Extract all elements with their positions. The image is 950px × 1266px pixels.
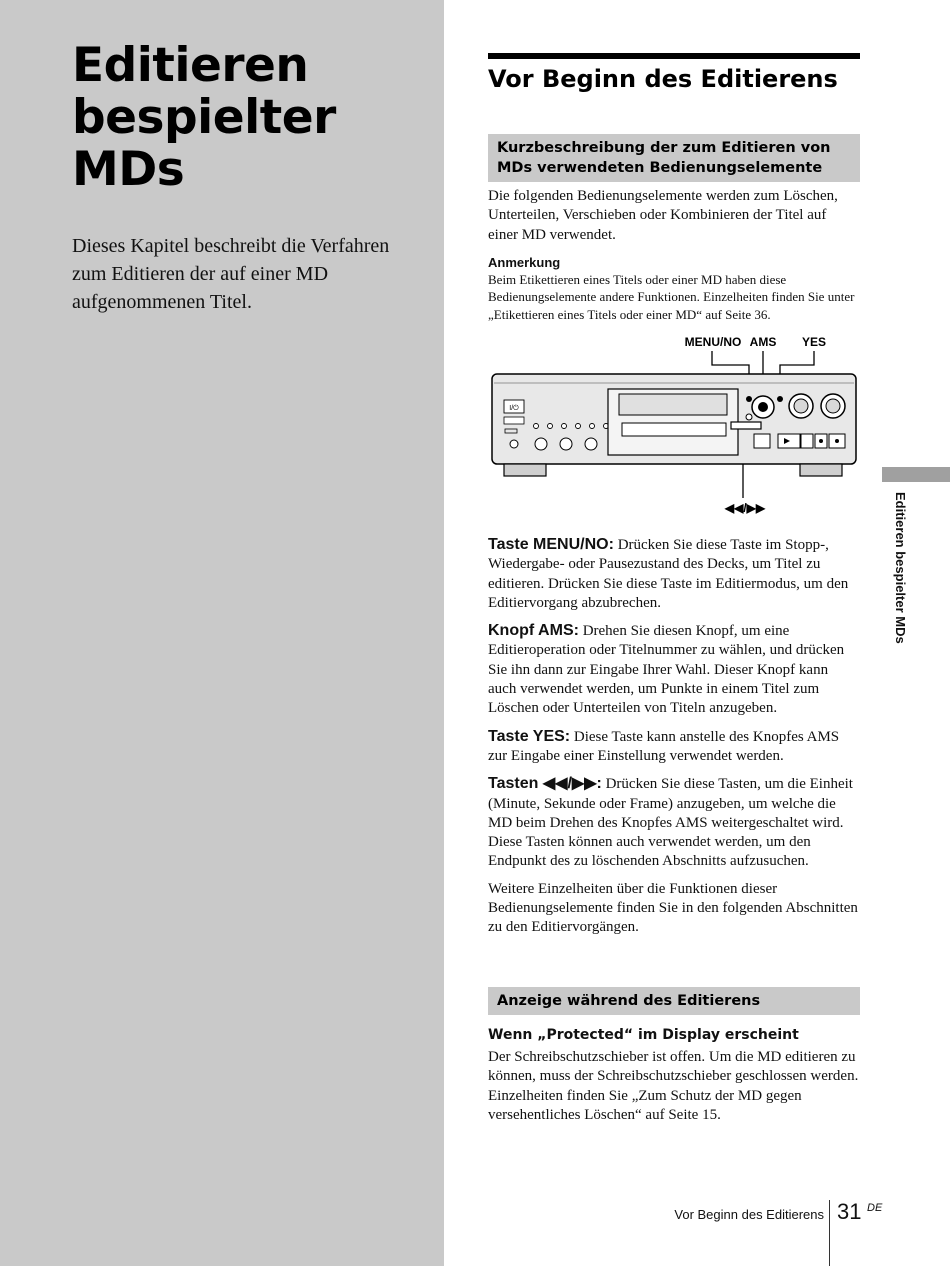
label-ams: AMS [749, 335, 777, 349]
protected-heading: Wenn „Protected“ im Display erscheint [488, 1027, 799, 1043]
control-term: Tasten ◀◀/▶▶: [488, 775, 602, 793]
chapter-title-line-1: Editieren [72, 38, 309, 93]
more-info: Weitere Einzelheiten über die Funktionen dieser Bedienungselemente finden Sie in den folgenden Abschnitten zu den Editiervorgängen. [488, 880, 858, 936]
control-text: Drücken Sie diese Tasten, um die Einheit (Minute, Sekunde oder Frame) anzugeben, um welche die MD beim Drehen des Knopfes AMS weitergeschaltet wird. Diese Tasten können auch verwendet werden, um den Endpunkt des zu löschenden Abschnitts aufzusuchen. [488, 776, 853, 870]
control-term: Taste YES: [488, 727, 571, 745]
deck-diagram [488, 330, 860, 520]
page-number: 31 [837, 1199, 862, 1224]
control-text: Diese Taste kann anstelle des Knopfes AMS zur Eingabe einer Einstellung verwendet werden. [488, 728, 840, 764]
chapter-title-line-2: bespielter [72, 90, 336, 145]
control-term: Knopf AMS: [488, 622, 579, 640]
section-intro: Die folgenden Bedienungselemente werden zum Löschen, Unterteilen, Verschieben oder Kombinieren der Titel auf einer MD verwendet. [488, 188, 838, 243]
control-yes [488, 727, 860, 767]
control-term: Taste MENU/NO: [488, 536, 614, 553]
side-tab-label: Editieren bespielter MDs [893, 492, 908, 644]
front-knobs [535, 438, 597, 450]
disc-slot [622, 423, 726, 436]
section-title: Vor Beginn des Editierens [488, 65, 838, 93]
control-skip [488, 774, 860, 871]
chapter-intro: Dieses Kapitel beschreibt die Verfahren zum Editieren der auf einer MD aufgenommenen Titel. [72, 235, 390, 313]
control-ams [488, 621, 860, 718]
svg-text:I/⏻: I/⏻ [509, 405, 519, 412]
side-tab-marker [882, 467, 950, 482]
note-text: Beim Etikettieren eines Titels oder einer MD haben diese Bedienungselemente andere Funktionen. Einzelheiten finden Sie unter „Etikettieren eines Titels oder einer MD“ auf Seite 36. [488, 272, 855, 322]
transport-buttons [754, 434, 845, 448]
display-screen [619, 394, 727, 415]
label-yes: YES [801, 335, 827, 349]
deck-foot-right [800, 464, 842, 476]
controls-list [488, 535, 860, 946]
subhead-display: Anzeige während des Editierens [488, 987, 860, 1015]
deck-foot-left [504, 464, 546, 476]
control-text: Drehen Sie diesen Knopf, um eine Editieroperation oder Titelnummer zu wählen, und drücken Sie ihn dann zur Eingabe Ihrer Wahl. Dieser Knopf kann auch verwendet werden, um Punkte in einem Titel zum Löschen oder Unterteilen von Titeln anzugeben. [488, 623, 845, 717]
section-rule [488, 53, 860, 59]
page-suffix: DE [867, 1202, 883, 1214]
label-skip: ◀◀/▶▶ [724, 501, 766, 515]
skip-buttons [731, 422, 761, 429]
footer-divider [829, 1200, 830, 1266]
note-heading: Anmerkung [488, 255, 561, 270]
menu-no-button [746, 396, 752, 402]
chapter-title-line-3: MDs [72, 142, 185, 197]
label-menu-no: MENU/NO [684, 335, 742, 349]
control-menu-no [488, 535, 860, 613]
chapter-title [72, 40, 412, 196]
control-text: Drücken Sie diese Taste im Stopp-, Wiedergabe- oder Pausezustand des Decks, um Titel zu editieren. Drücken Sie diese Taste im Editiermodus, um den Editiervorgang abzubrechen. [488, 537, 849, 611]
yes-button [777, 396, 783, 402]
subhead-controls: Kurzbeschreibung der zum Editieren von MDs verwendeten Bedienungselemente [488, 134, 860, 182]
protected-text: Der Schreibschutzschieber ist offen. Um die MD editieren zu können, muss der Schreibschutzschieber geschlossen werden. Einzelheiten finden Sie „Zum Schutz der MD gegen versehentliches Löschen“ auf Seite 15. [488, 1049, 859, 1123]
footer-section: Vor Beginn des Editierens [674, 1207, 824, 1222]
